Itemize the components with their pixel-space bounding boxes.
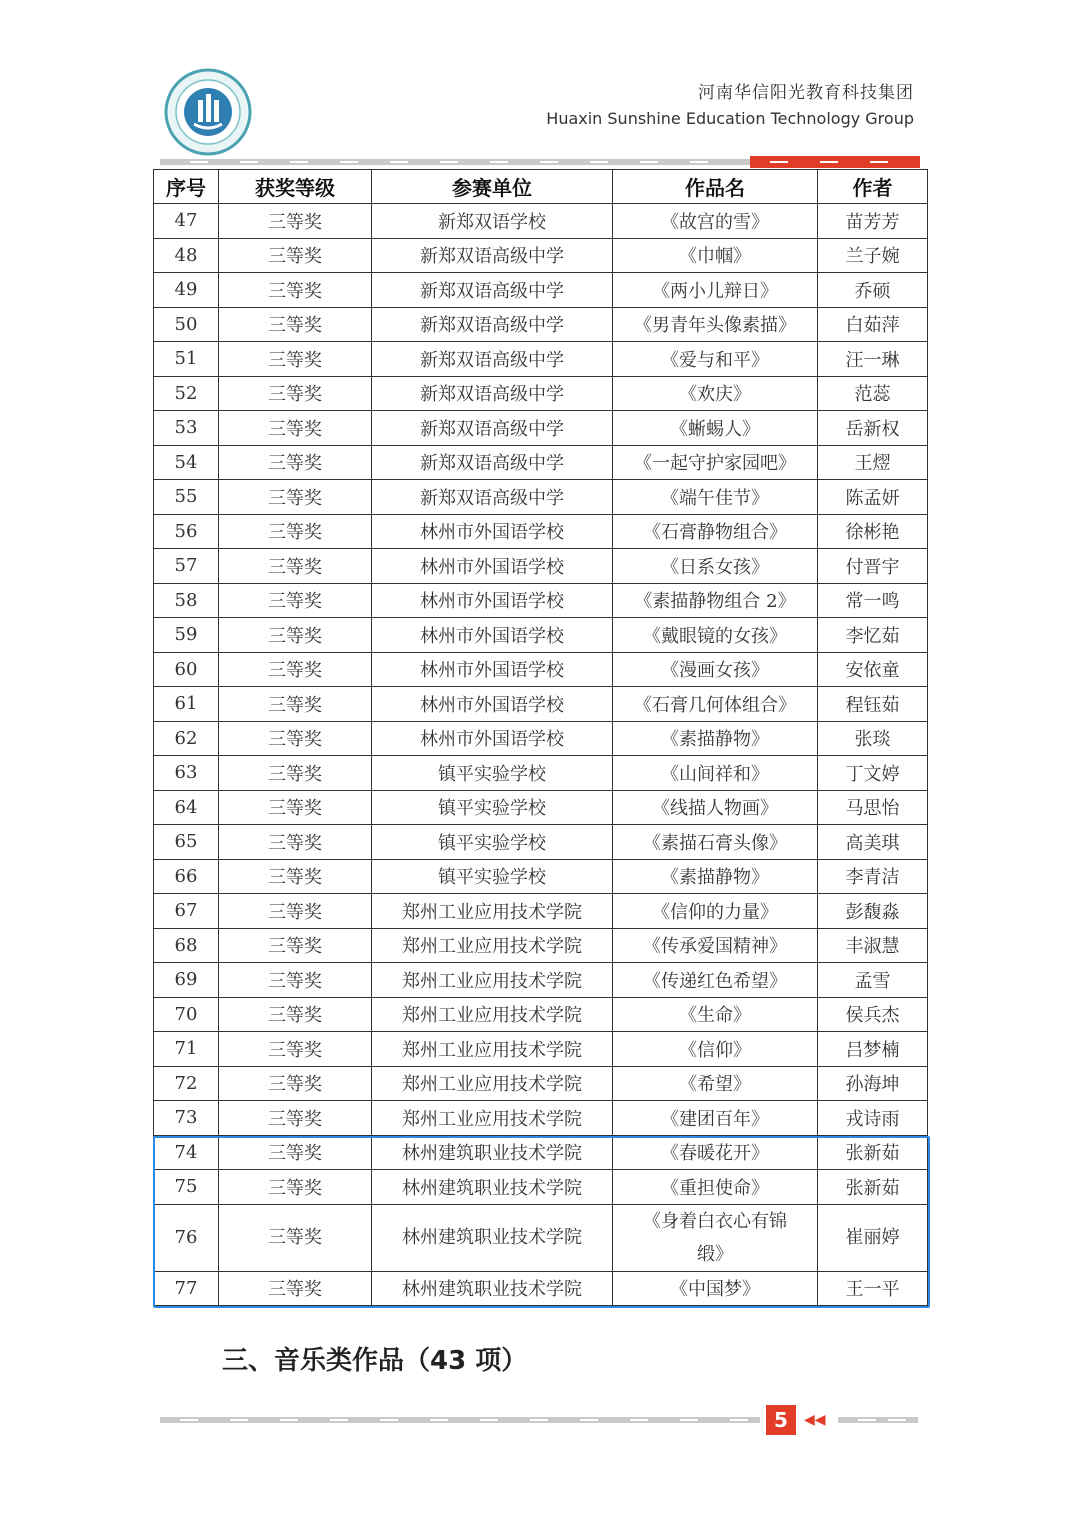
cell-work-title: 《素描静物》 bbox=[613, 721, 818, 756]
awards-table bbox=[153, 169, 928, 1306]
org-name-cn: 河南华信阳光教育科技集团 bbox=[698, 83, 914, 103]
table-row bbox=[154, 1066, 928, 1101]
cell-work-title: 《重担使命》 bbox=[613, 1170, 818, 1205]
cell-index: 58 bbox=[154, 583, 219, 618]
table-row bbox=[154, 411, 928, 446]
cell-unit: 镇平实验学校 bbox=[372, 825, 613, 860]
table-row bbox=[154, 342, 928, 377]
cell-author: 汪一琳 bbox=[818, 342, 928, 377]
cell-author: 侯兵杰 bbox=[818, 997, 928, 1032]
cell-award-level: 三等奖 bbox=[219, 618, 372, 653]
cell-award-level: 三等奖 bbox=[219, 1101, 372, 1136]
cell-work-title: 《身着白衣心有锦缎》 bbox=[613, 1204, 818, 1271]
cell-work-title: 《蜥蜴人》 bbox=[613, 411, 818, 446]
cell-author: 陈孟妍 bbox=[818, 480, 928, 515]
cell-author: 岳新权 bbox=[818, 411, 928, 446]
cell-award-level: 三等奖 bbox=[219, 963, 372, 998]
cell-award-level: 三等奖 bbox=[219, 307, 372, 342]
cell-work-title: 《传递红色希望》 bbox=[613, 963, 818, 998]
decorative-divider-bottom bbox=[160, 1414, 760, 1426]
cell-award-level: 三等奖 bbox=[219, 928, 372, 963]
cell-index: 77 bbox=[154, 1271, 219, 1306]
cell-index: 52 bbox=[154, 376, 219, 411]
cell-author: 高美琪 bbox=[818, 825, 928, 860]
cell-work-title: 《巾帼》 bbox=[613, 238, 818, 273]
cell-award-level: 三等奖 bbox=[219, 1135, 372, 1170]
cell-award-level: 三等奖 bbox=[219, 204, 372, 239]
cell-unit: 新郑双语高级中学 bbox=[372, 376, 613, 411]
cell-work-title: 《春暖花开》 bbox=[613, 1135, 818, 1170]
cell-unit: 新郑双语高级中学 bbox=[372, 273, 613, 308]
cell-work-title: 《中国梦》 bbox=[613, 1271, 818, 1306]
cell-unit: 林州市外国语学校 bbox=[372, 549, 613, 584]
cell-work-title: 《石膏几何体组合》 bbox=[613, 687, 818, 722]
cell-award-level: 三等奖 bbox=[219, 1271, 372, 1306]
cell-award-level: 三等奖 bbox=[219, 445, 372, 480]
cell-index: 74 bbox=[154, 1135, 219, 1170]
table-row bbox=[154, 618, 928, 653]
cell-unit: 林州市外国语学校 bbox=[372, 583, 613, 618]
table-row bbox=[154, 445, 928, 480]
cell-unit: 林州建筑职业技术学院 bbox=[372, 1271, 613, 1306]
cell-index: 62 bbox=[154, 721, 219, 756]
table-row bbox=[154, 652, 928, 687]
table-row bbox=[154, 1271, 928, 1306]
cell-author: 丁文婷 bbox=[818, 756, 928, 791]
cell-unit: 新郑双语高级中学 bbox=[372, 411, 613, 446]
cell-work-title: 《日系女孩》 bbox=[613, 549, 818, 584]
cell-index: 72 bbox=[154, 1066, 219, 1101]
cell-author: 安依童 bbox=[818, 652, 928, 687]
cell-index: 54 bbox=[154, 445, 219, 480]
cell-unit: 新郑双语学校 bbox=[372, 204, 613, 239]
cell-index: 49 bbox=[154, 273, 219, 308]
cell-award-level: 三等奖 bbox=[219, 756, 372, 791]
cell-author: 乔硕 bbox=[818, 273, 928, 308]
cell-author: 张新茹 bbox=[818, 1135, 928, 1170]
cell-author: 李青洁 bbox=[818, 859, 928, 894]
table-row bbox=[154, 963, 928, 998]
cell-award-level: 三等奖 bbox=[219, 1066, 372, 1101]
cell-author: 付晋宇 bbox=[818, 549, 928, 584]
cell-author: 常一鸣 bbox=[818, 583, 928, 618]
cell-award-level: 三等奖 bbox=[219, 549, 372, 584]
cell-unit: 新郑双语高级中学 bbox=[372, 480, 613, 515]
cell-award-level: 三等奖 bbox=[219, 411, 372, 446]
cell-unit: 郑州工业应用技术学院 bbox=[372, 1032, 613, 1067]
cell-index: 75 bbox=[154, 1170, 219, 1205]
cell-work-title: 《素描石膏头像》 bbox=[613, 825, 818, 860]
cell-author: 王熤 bbox=[818, 445, 928, 480]
decorative-divider-top bbox=[160, 156, 920, 168]
cell-index: 63 bbox=[154, 756, 219, 791]
cell-index: 73 bbox=[154, 1101, 219, 1136]
cell-award-level: 三等奖 bbox=[219, 514, 372, 549]
section-title: 三、音乐类作品（43 项） bbox=[222, 1346, 528, 1376]
cell-unit: 新郑双语高级中学 bbox=[372, 238, 613, 273]
header-award-level: 获奖等级 bbox=[219, 170, 372, 204]
cell-index: 61 bbox=[154, 687, 219, 722]
cell-work-title: 《线描人物画》 bbox=[613, 790, 818, 825]
table-row bbox=[154, 997, 928, 1032]
cell-index: 57 bbox=[154, 549, 219, 584]
cell-unit: 林州建筑职业技术学院 bbox=[372, 1170, 613, 1205]
cell-unit: 林州建筑职业技术学院 bbox=[372, 1204, 613, 1271]
cell-award-level: 三等奖 bbox=[219, 997, 372, 1032]
cell-work-title: 《山间祥和》 bbox=[613, 756, 818, 791]
cell-index: 51 bbox=[154, 342, 219, 377]
cell-index: 47 bbox=[154, 204, 219, 239]
cell-unit: 镇平实验学校 bbox=[372, 756, 613, 791]
cell-work-title: 《信仰》 bbox=[613, 1032, 818, 1067]
org-header bbox=[546, 78, 914, 128]
cell-unit: 郑州工业应用技术学院 bbox=[372, 1101, 613, 1136]
cell-index: 55 bbox=[154, 480, 219, 515]
table-row bbox=[154, 1032, 928, 1067]
cell-index: 69 bbox=[154, 963, 219, 998]
table-row bbox=[154, 790, 928, 825]
cell-award-level: 三等奖 bbox=[219, 652, 372, 687]
cell-work-title: 《素描静物》 bbox=[613, 859, 818, 894]
table-row bbox=[154, 204, 928, 239]
table-row bbox=[154, 894, 928, 929]
cell-index: 70 bbox=[154, 997, 219, 1032]
cell-index: 53 bbox=[154, 411, 219, 446]
cell-award-level: 三等奖 bbox=[219, 1170, 372, 1205]
cell-work-title: 《生命》 bbox=[613, 997, 818, 1032]
cell-unit: 新郑双语高级中学 bbox=[372, 445, 613, 480]
cell-unit: 林州建筑职业技术学院 bbox=[372, 1135, 613, 1170]
table-row bbox=[154, 376, 928, 411]
cell-index: 56 bbox=[154, 514, 219, 549]
cell-award-level: 三等奖 bbox=[219, 825, 372, 860]
cell-work-title: 《石膏静物组合》 bbox=[613, 514, 818, 549]
table-row bbox=[154, 1135, 928, 1170]
cell-work-title: 《爱与和平》 bbox=[613, 342, 818, 377]
table-row bbox=[154, 273, 928, 308]
cell-work-title: 《两小儿辩日》 bbox=[613, 273, 818, 308]
cell-unit: 郑州工业应用技术学院 bbox=[372, 1066, 613, 1101]
cell-award-level: 三等奖 bbox=[219, 721, 372, 756]
cell-work-title: 《戴眼镜的女孩》 bbox=[613, 618, 818, 653]
cell-index: 48 bbox=[154, 238, 219, 273]
cell-unit: 林州市外国语学校 bbox=[372, 652, 613, 687]
table-row bbox=[154, 514, 928, 549]
cell-work-title: 《信仰的力量》 bbox=[613, 894, 818, 929]
cell-author: 张琰 bbox=[818, 721, 928, 756]
decorative-divider-tail bbox=[838, 1414, 918, 1426]
table-row bbox=[154, 721, 928, 756]
table-row bbox=[154, 687, 928, 722]
cell-author: 徐彬艳 bbox=[818, 514, 928, 549]
cell-award-level: 三等奖 bbox=[219, 1032, 372, 1067]
table-row bbox=[154, 928, 928, 963]
cell-index: 71 bbox=[154, 1032, 219, 1067]
page-number: 5 bbox=[766, 1405, 796, 1435]
header-work-title: 作品名 bbox=[613, 170, 818, 204]
cell-award-level: 三等奖 bbox=[219, 376, 372, 411]
cell-index: 65 bbox=[154, 825, 219, 860]
header-index: 序号 bbox=[154, 170, 219, 204]
table-row bbox=[154, 583, 928, 618]
cell-award-level: 三等奖 bbox=[219, 342, 372, 377]
cell-award-level: 三等奖 bbox=[219, 583, 372, 618]
cell-author: 兰子婉 bbox=[818, 238, 928, 273]
org-name-en: Huaxin Sunshine Education Technology Group bbox=[546, 109, 914, 128]
cell-author: 王一平 bbox=[818, 1271, 928, 1306]
cell-unit: 林州市外国语学校 bbox=[372, 721, 613, 756]
cell-unit: 林州市外国语学校 bbox=[372, 514, 613, 549]
cell-index: 66 bbox=[154, 859, 219, 894]
cell-author: 丰淑慧 bbox=[818, 928, 928, 963]
cell-work-title: 《一起守护家园吧》 bbox=[613, 445, 818, 480]
cell-award-level: 三等奖 bbox=[219, 790, 372, 825]
cell-award-level: 三等奖 bbox=[219, 273, 372, 308]
cell-award-level: 三等奖 bbox=[219, 894, 372, 929]
cell-unit: 郑州工业应用技术学院 bbox=[372, 963, 613, 998]
cell-author: 马思怡 bbox=[818, 790, 928, 825]
double-arrow-left-icon: ◀◀ bbox=[804, 1412, 826, 1428]
cell-work-title: 《漫画女孩》 bbox=[613, 652, 818, 687]
cell-author: 吕梦楠 bbox=[818, 1032, 928, 1067]
table-row bbox=[154, 1170, 928, 1205]
cell-award-level: 三等奖 bbox=[219, 859, 372, 894]
cell-work-title: 《传承爱国精神》 bbox=[613, 928, 818, 963]
cell-award-level: 三等奖 bbox=[219, 1204, 372, 1271]
cell-index: 64 bbox=[154, 790, 219, 825]
table-row bbox=[154, 238, 928, 273]
cell-author: 李忆茹 bbox=[818, 618, 928, 653]
header-author: 作者 bbox=[818, 170, 928, 204]
cell-work-title: 《男青年头像素描》 bbox=[613, 307, 818, 342]
cell-unit: 新郑双语高级中学 bbox=[372, 307, 613, 342]
cell-author: 范蕊 bbox=[818, 376, 928, 411]
cell-author: 孙海坤 bbox=[818, 1066, 928, 1101]
table-row bbox=[154, 825, 928, 860]
cell-index: 68 bbox=[154, 928, 219, 963]
cell-unit: 镇平实验学校 bbox=[372, 859, 613, 894]
cell-author: 张新茹 bbox=[818, 1170, 928, 1205]
cell-index: 67 bbox=[154, 894, 219, 929]
cell-author: 崔丽婷 bbox=[818, 1204, 928, 1271]
cell-award-level: 三等奖 bbox=[219, 480, 372, 515]
cell-work-title: 《希望》 bbox=[613, 1066, 818, 1101]
table-row bbox=[154, 549, 928, 584]
cell-author: 苗芳芳 bbox=[818, 204, 928, 239]
cell-author: 彭馥淼 bbox=[818, 894, 928, 929]
table-row bbox=[154, 756, 928, 791]
table-header-row bbox=[154, 170, 928, 204]
table-row bbox=[154, 480, 928, 515]
cell-author: 白茹萍 bbox=[818, 307, 928, 342]
cell-author: 程钰茹 bbox=[818, 687, 928, 722]
cell-author: 孟雪 bbox=[818, 963, 928, 998]
cell-unit: 郑州工业应用技术学院 bbox=[372, 894, 613, 929]
cell-unit: 郑州工业应用技术学院 bbox=[372, 997, 613, 1032]
cell-unit: 新郑双语高级中学 bbox=[372, 342, 613, 377]
table-row bbox=[154, 859, 928, 894]
cell-unit: 林州市外国语学校 bbox=[372, 618, 613, 653]
cell-unit: 郑州工业应用技术学院 bbox=[372, 928, 613, 963]
table-row bbox=[154, 307, 928, 342]
table-row bbox=[154, 1204, 928, 1271]
cell-author: 戎诗雨 bbox=[818, 1101, 928, 1136]
cell-unit: 镇平实验学校 bbox=[372, 790, 613, 825]
cell-index: 59 bbox=[154, 618, 219, 653]
cell-unit: 林州市外国语学校 bbox=[372, 687, 613, 722]
header-unit: 参赛单位 bbox=[372, 170, 613, 204]
cell-award-level: 三等奖 bbox=[219, 687, 372, 722]
cell-index: 60 bbox=[154, 652, 219, 687]
cell-work-title: 《端午佳节》 bbox=[613, 480, 818, 515]
table-row bbox=[154, 1101, 928, 1136]
cell-work-title: 《素描静物组合 2》 bbox=[613, 583, 818, 618]
cell-work-title: 《建团百年》 bbox=[613, 1101, 818, 1136]
logo-icon bbox=[164, 68, 252, 156]
cell-work-title: 《故宫的雪》 bbox=[613, 204, 818, 239]
cell-index: 76 bbox=[154, 1204, 219, 1271]
cell-work-title: 《欢庆》 bbox=[613, 376, 818, 411]
cell-award-level: 三等奖 bbox=[219, 238, 372, 273]
cell-index: 50 bbox=[154, 307, 219, 342]
